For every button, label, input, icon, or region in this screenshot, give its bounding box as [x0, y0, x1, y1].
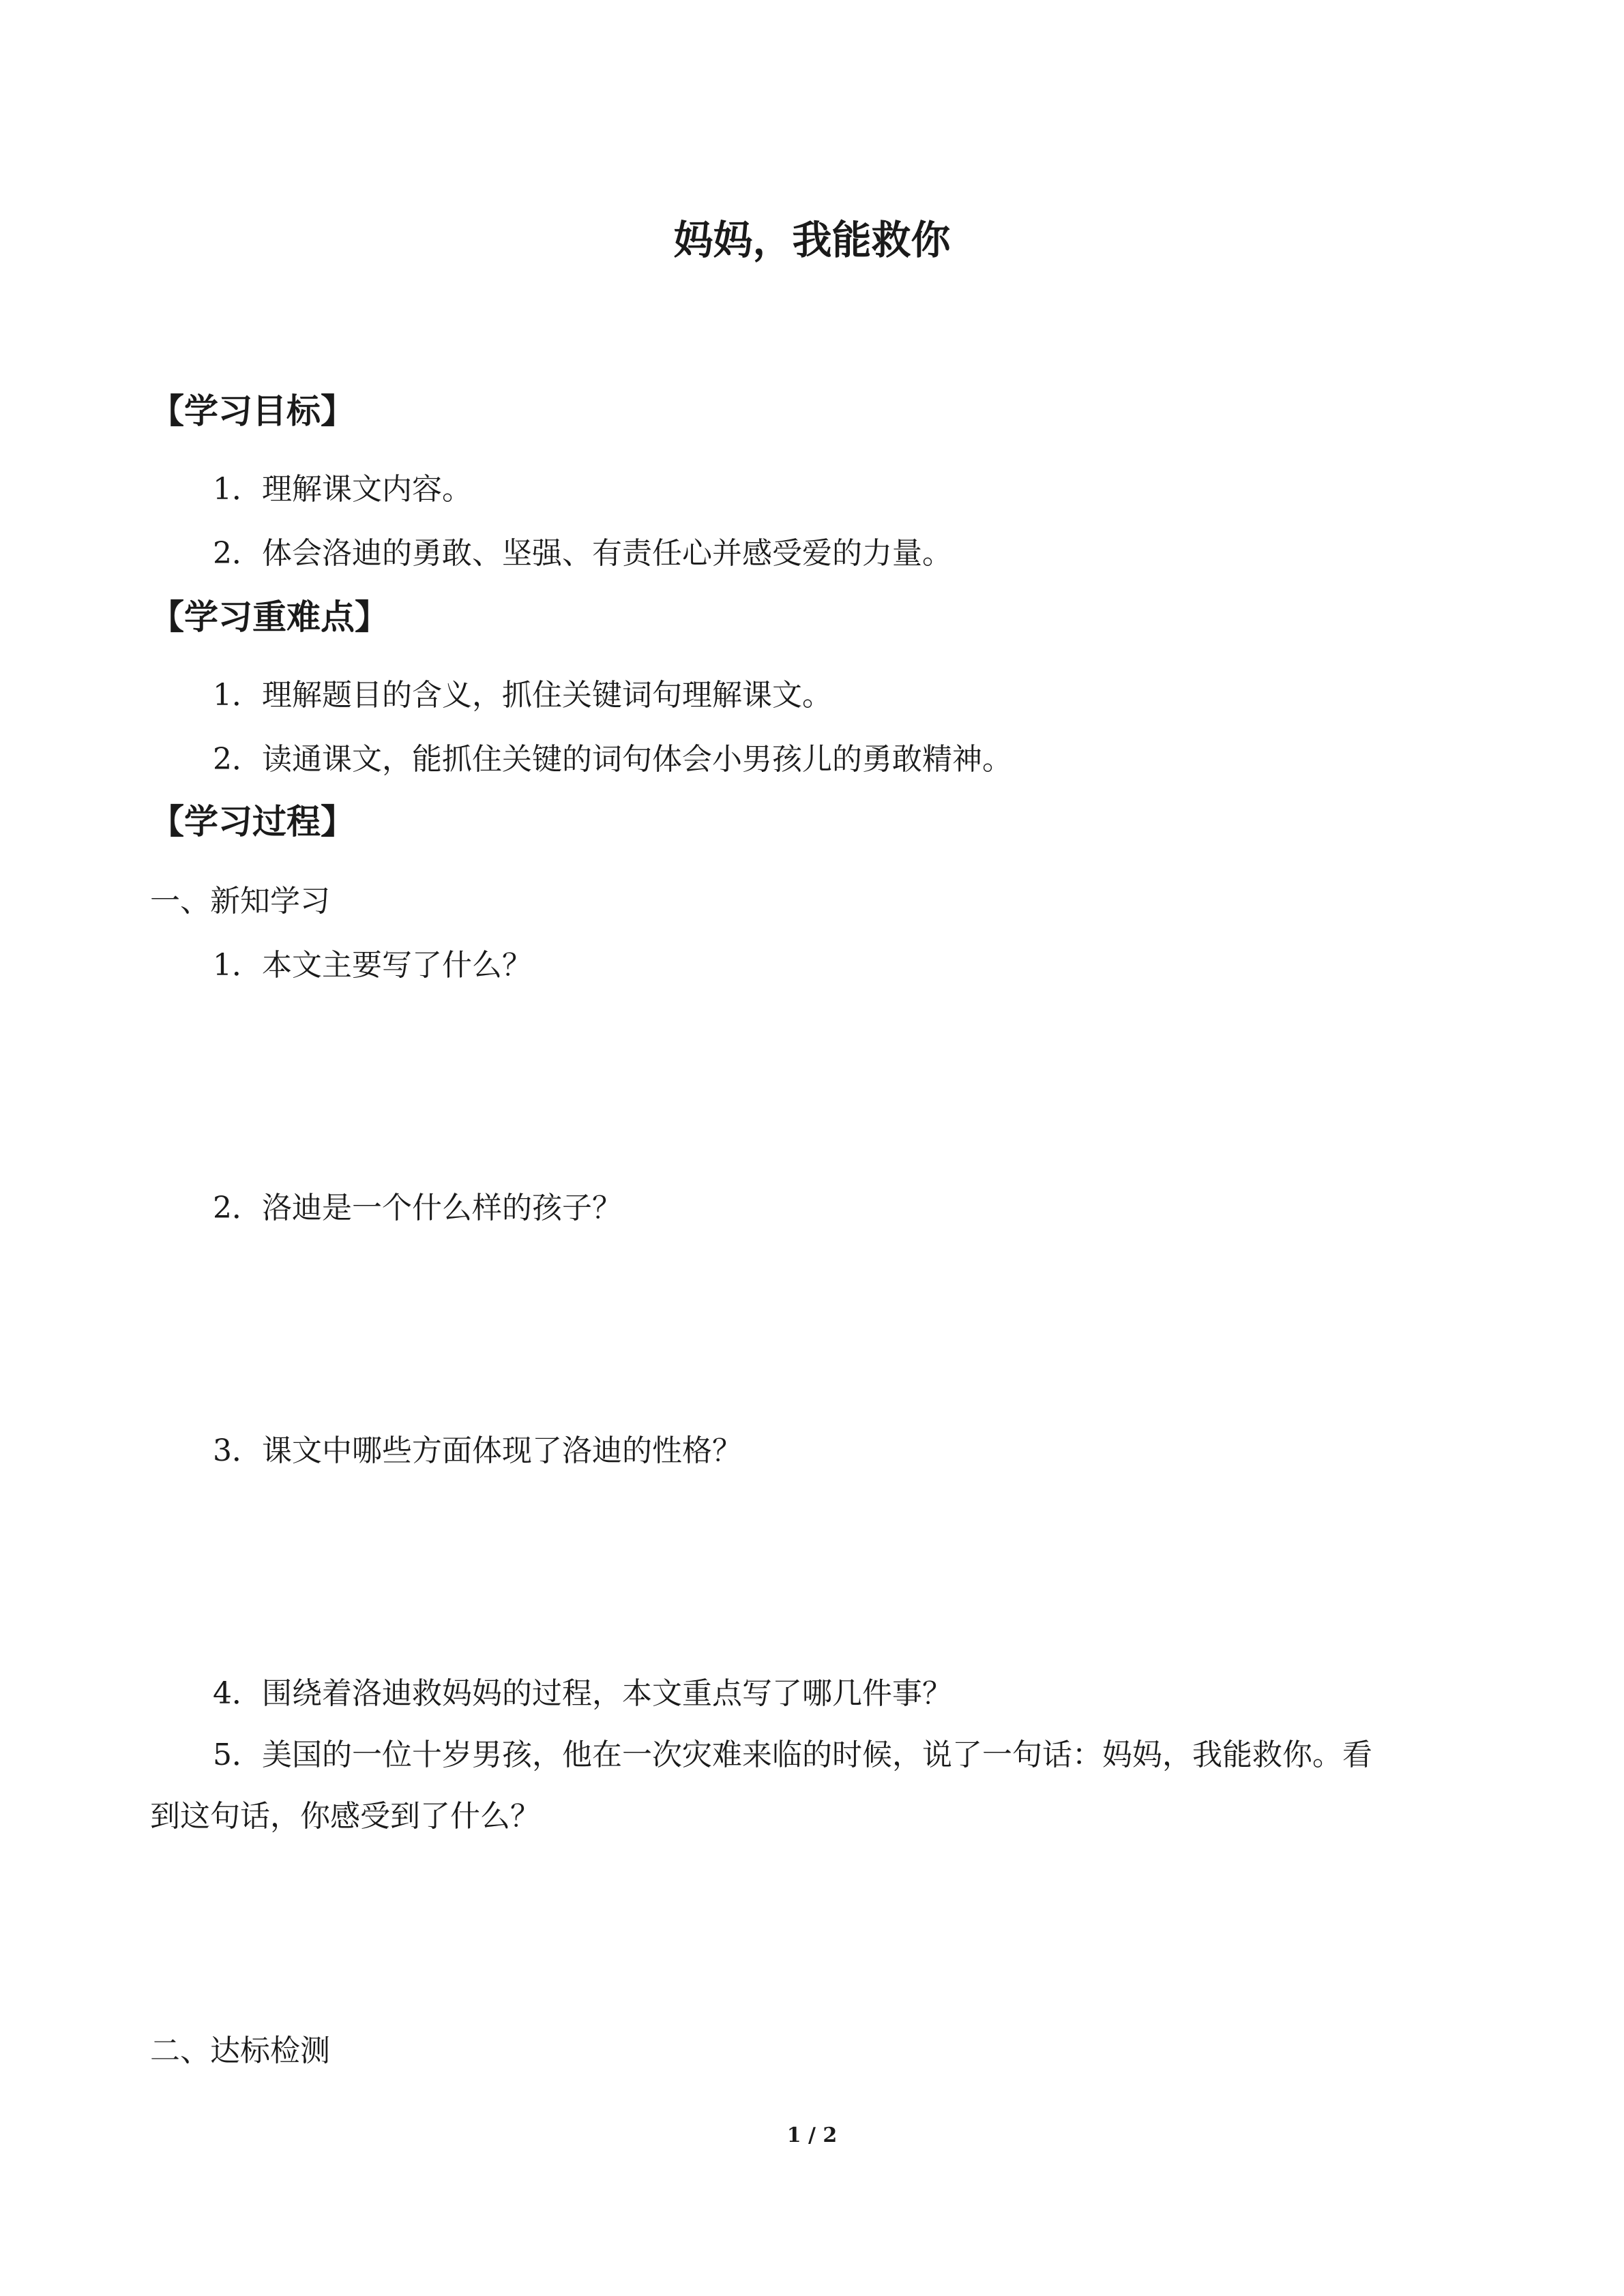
goals-heading: 【学习目标】	[150, 391, 355, 431]
section-new-learning: 一、新知学习	[150, 884, 330, 919]
page-number: 1 / 2	[786, 2123, 838, 2147]
question-4: 4．围绕着洛迪救妈妈的过程，本文重点写了哪几件事？	[213, 1676, 952, 1711]
process-heading: 【学习过程】	[150, 802, 355, 841]
goal-item-1: 1．理解课文内容。	[213, 472, 472, 507]
page-title: 妈妈，我能救你	[673, 217, 951, 263]
goal-item-2: 2．体会洛迪的勇敢、坚强、有责任心并感受爱的力量。	[213, 536, 952, 571]
question-3: 3．课文中哪些方面体现了洛迪的性格？	[213, 1433, 742, 1468]
question-5: 5．美国的一位十岁男孩，他在一次灾难来临的时候，说了一句话：妈妈，我能救你。看	[213, 1738, 1372, 1772]
key-point-item-2: 2．读通课文，能抓住关键的词句体会小男孩儿的勇敢精神。	[213, 742, 1012, 777]
key-point-item-1: 1．理解题目的含义，抓住关键词句理解课文。	[213, 678, 832, 713]
key-points-heading: 【学习重难点】	[150, 597, 389, 637]
question-1: 1．本文主要写了什么？	[213, 948, 532, 983]
question-2: 2．洛迪是一个什么样的孩子？	[213, 1191, 622, 1225]
question-5-continuation: 到这句话，你感受到了什么？	[150, 1799, 540, 1834]
section-assessment: 二、达标检测	[150, 2033, 330, 2068]
